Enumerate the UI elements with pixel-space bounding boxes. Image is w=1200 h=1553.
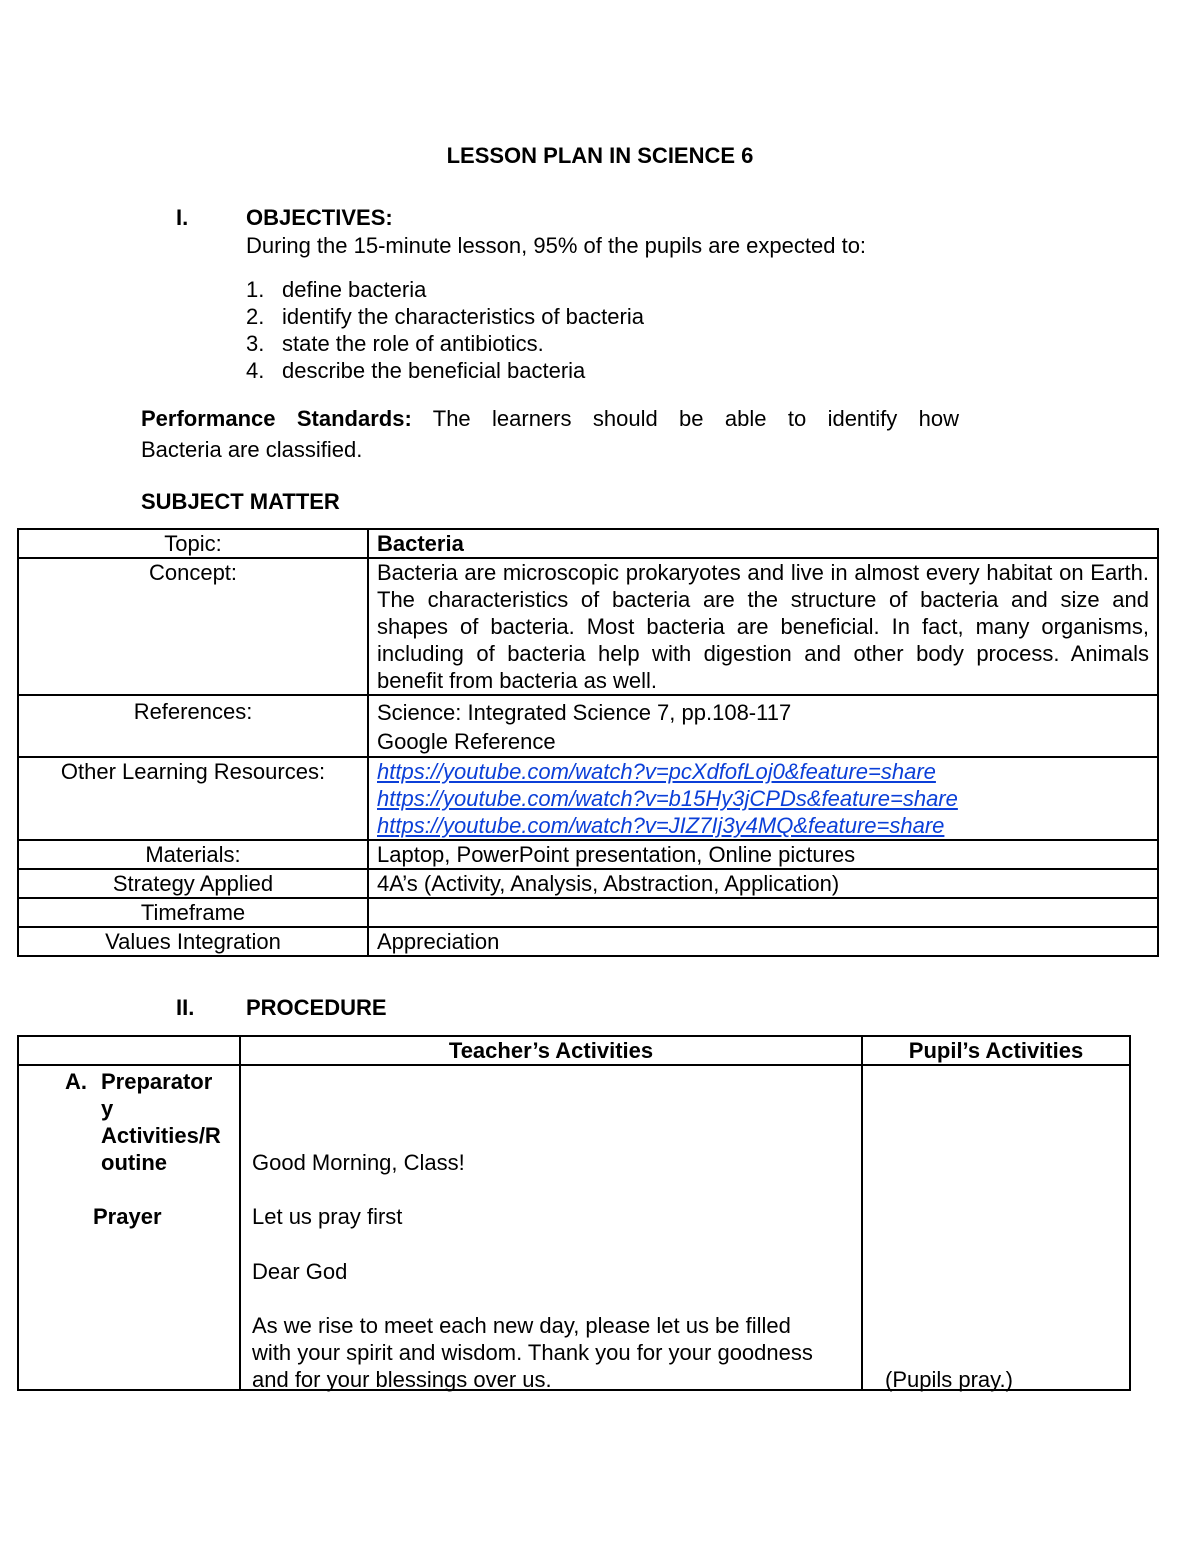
subject-matter-heading: SUBJECT MATTER	[141, 489, 340, 514]
procedure-table	[17, 1035, 1131, 1391]
prayer-label: Prayer	[93, 1204, 162, 1229]
resource-link-2[interactable]: https://youtube.com/watch?v=b15Hy3jCPDs&feature=share	[377, 786, 958, 811]
resource-link-3[interactable]: https://youtube.com/watch?v=JIZ7Ij3y4MQ&feature=share	[377, 813, 945, 838]
objectives-intro: During the 15-minute lesson, 95% of the pupils are expected to:	[246, 233, 867, 258]
table-row: Materials: Laptop, PowerPoint presentation, Online pictures	[18, 840, 1158, 869]
table-row: Other Learning Resources: https://youtube.com/watch?v=pcXdfofLoj0&feature=share https://youtube.com/watch?v=b15Hy3jCPDs&feature=share https://youtube.com/watch?v=JIZ7Ij3y4MQ&feature=share	[18, 757, 1158, 840]
table-row: Timeframe	[18, 898, 1158, 927]
procedure-heading: PROCEDURE	[246, 995, 387, 1020]
list-item: 3. state the role of antibiotics.	[246, 331, 544, 356]
list-item: 2. identify the characteristics of bacteria	[246, 304, 644, 329]
pupil-activities-header: Pupil’s Activities	[862, 1036, 1130, 1065]
table-row: Topic: Bacteria	[18, 529, 1158, 558]
teacher-prayer-text: As we rise to meet each new day, please let us be filled with your spirit and wisdom. Thank you for your goodness and for your blessings over us.	[252, 1313, 813, 1392]
objectives-numeral: I.	[176, 205, 189, 230]
pupil-response: (Pupils pray.)	[885, 1367, 1013, 1392]
performance-label: Performance Standards:	[141, 406, 412, 431]
list-item: 1. define bacteria	[246, 277, 427, 302]
section-letter: A.	[65, 1069, 87, 1094]
teacher-greeting: Good Morning, Class!	[252, 1150, 465, 1175]
section-title: Preparator y Activities/R outine	[101, 1069, 221, 1175]
table-row: Concept: Bacteria are microscopic prokaryotes and live in almost every habitat on Earth. The characteristics of bacteria are the structure of bacteria and size and shapes of bacteria. Most bacteria are beneficial. In fact, many organisms, including of bacteria help with digestion and other body process. Animals benefit from bacteria as well.	[18, 558, 1158, 695]
objectives-list	[246, 276, 644, 384]
objectives-heading: OBJECTIVES:	[246, 205, 393, 230]
procedure-numeral: II.	[176, 995, 195, 1020]
table-row	[18, 1036, 1130, 1065]
table-row: Strategy Applied 4A’s (Activity, Analysis, Abstraction, Application)	[18, 869, 1158, 898]
subject-matter-table	[17, 528, 1159, 957]
table-row: Values Integration Appreciation	[18, 927, 1158, 956]
teacher-activities-header: Teacher’s Activities	[240, 1036, 862, 1065]
page-title: LESSON PLAN IN SCIENCE 6	[446, 143, 754, 168]
teacher-dear-god: Dear God	[252, 1259, 348, 1284]
list-item: 4. describe the beneficial bacteria	[246, 358, 586, 383]
table-row	[18, 1065, 1130, 1390]
table-row: References: Science: Integrated Science 7, pp.108-117 Google Reference	[18, 695, 1158, 757]
resource-link-1[interactable]: https://youtube.com/watch?v=pcXdfofLoj0&feature=share	[377, 759, 936, 784]
teacher-pray: Let us pray first	[252, 1204, 403, 1229]
performance-standards: Performance Standards: The learners should be able to identify how Bacteria are classified.	[141, 406, 959, 462]
